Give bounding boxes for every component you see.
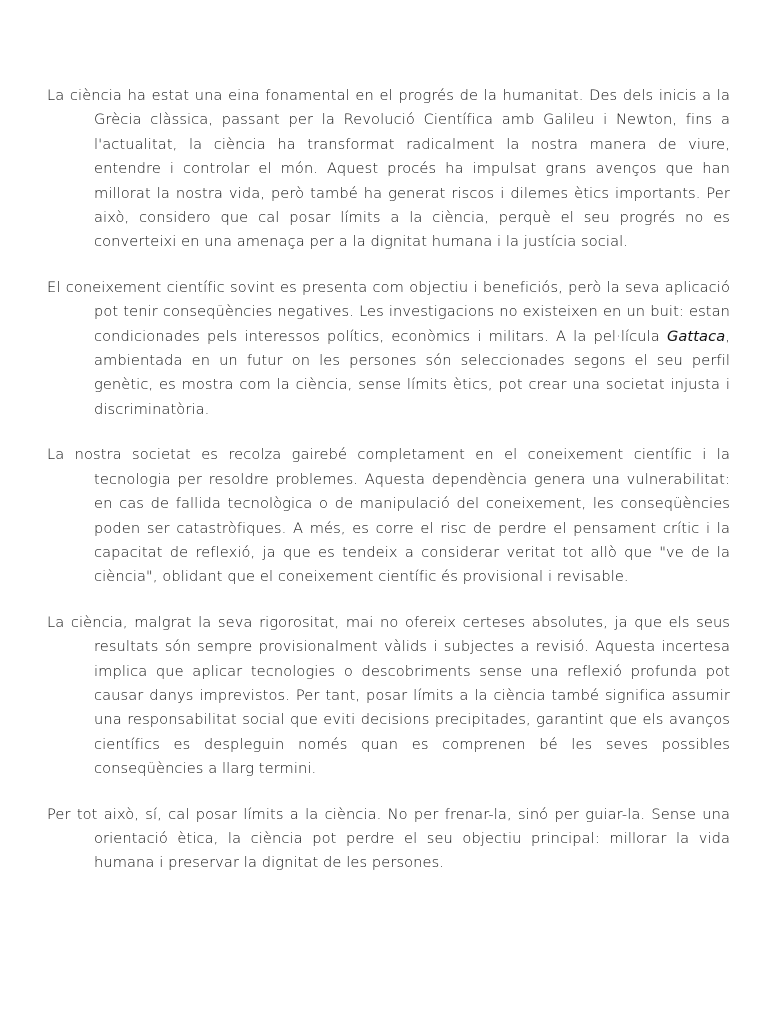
film-title: Gattaca — [666, 327, 726, 345]
paragraph-5: Per tot això, sí, cal posar límits a la ciència. No per frenar-la, sinó per guiar-la. Sense una orientació ètica, la ciència pot perdre el seu objectiu principal: millorar la vida humana i preservar la dignitat de les persones. — [47, 805, 730, 872]
paragraph-1: La ciència ha estat una eina fonamental en el progrés de la humanitat. Des dels inicis a la Grècia clàssica, passant per la Revolució Científica amb Galileu i Newton, fins a l'actualitat, la ciència ha transformat radicalment la nostra manera de viure, entendre i controlar el món. Aquest procés ha impulsat grans avenços que han millorat la nostra vida, però també ha generat riscos i dilemes ètics importants. Per això, considero que cal posar límits a la ciència, perquè el seu progrés no es converteixi en una amenaça per a la dignitat humana i la justícia social. — [47, 87, 730, 251]
paragraph-2 — [47, 276, 730, 422]
paragraph-4: La ciència, malgrat la seva rigorositat, mai no ofereix certeses absolutes, ja que els seus resultats són sempre provisionalment vàlids i subjectes a revisió. Aquesta incertesa implica que aplicar tecnologies o descobriments sense una reflexió profunda pot causar danys imprevistos. Per tant, posar límits a la ciència també significa assumir una responsabilitat social que eviti decisions precipitades, garantint que els avanços científics es despleguin només quan es comprenen bé les seves possibles conseqüències a llarg termini. — [47, 613, 730, 778]
paragraph-3: La nostra societat es recolza gairebé completament en el coneixement científic i la tecnologia per resoldre problemes. Aquesta dependència genera una vulnerabilitat: en cas de fallida tecnològica o de manipulació del coneixement, les conseqüències poden ser catastròfiques. A més, es corre el risc de perdre el pensament crític i la capacitat de reflexió, ja que es tendeix a considerar veritat tot allò que "ve de la ciència", oblidant que el coneixement científic és provisional i revisable. — [47, 446, 730, 586]
paragraph-2-text-before: El coneixement científic sovint es presenta com objectiu i beneficiós, però la seva aplicació pot tenir conseqüències negatives. Les investigacions no existeixen en un buit: estan condicionades pels interessos polítics, econòmics i militars. A la pel·lícula — [47, 278, 730, 345]
paragraph-2-text-after: , ambientada en un futur on les persones són seleccionades segons el seu perfil genètic, es mostra com la ciència, sense límits ètics, pot crear una societat injusta i discriminatòria. — [94, 327, 730, 418]
